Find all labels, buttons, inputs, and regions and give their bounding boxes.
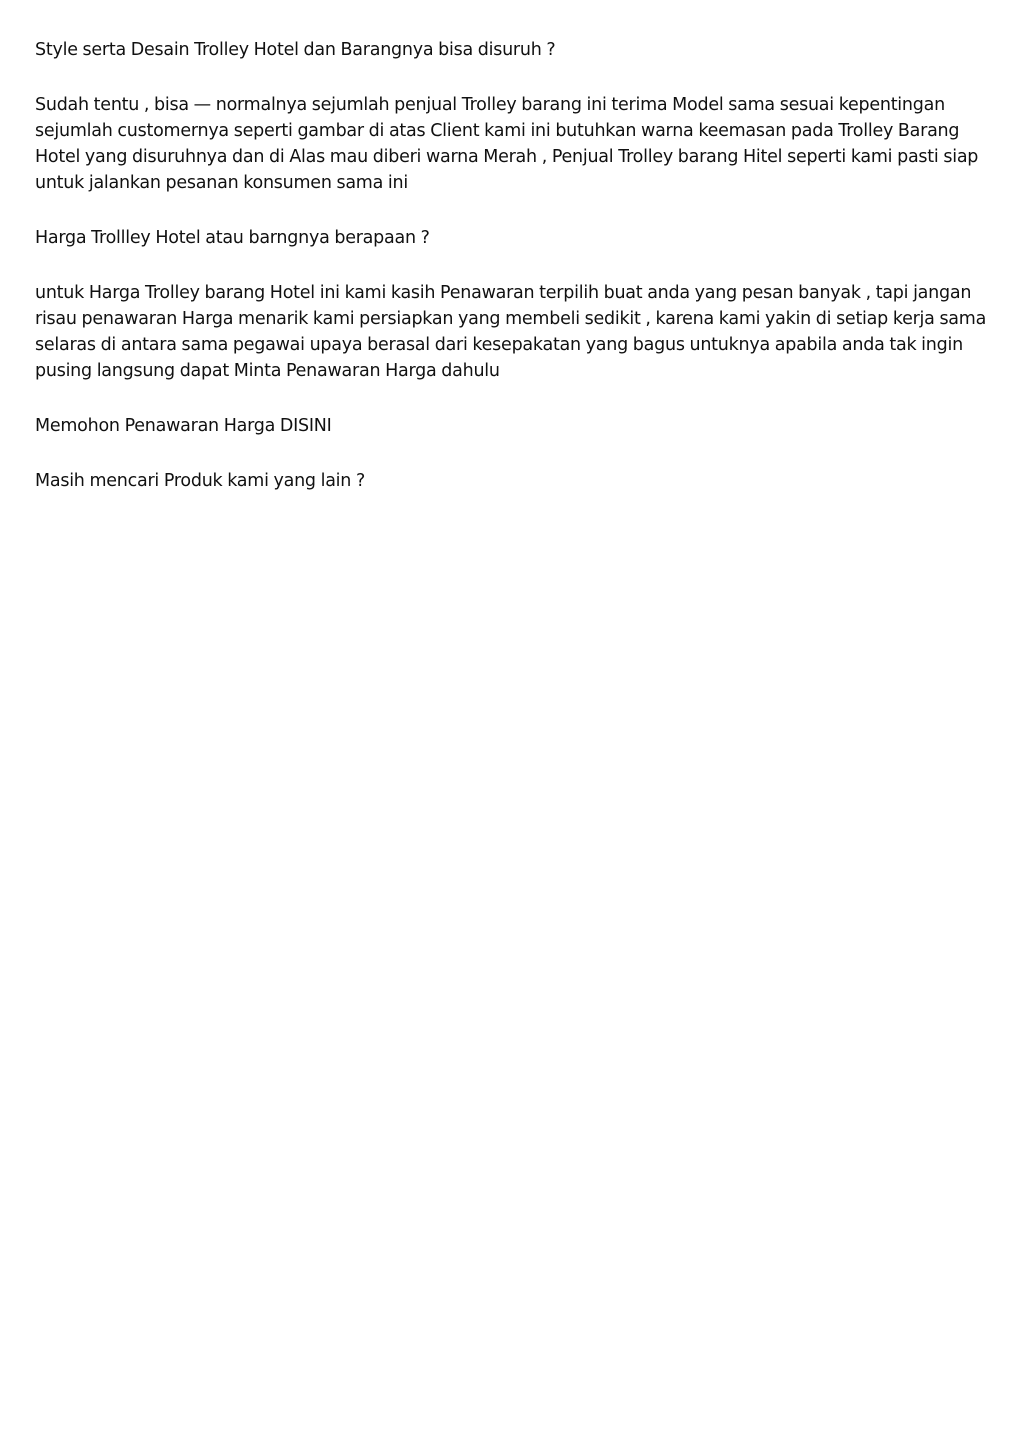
request-quote-text: Memohon Penawaran Harga DISINI	[35, 416, 332, 436]
other-products-text: Masih mencari Produk kami yang lain ?	[35, 471, 365, 491]
question-price: Harga Trollley Hotel atau barngnya berapaan ?	[35, 228, 430, 248]
document-page	[35, 37, 990, 520]
answer-price: untuk Harga Trolley barang Hotel ini kami kasih Penawaran terpilih buat anda yang pesan banyak , tapi jangan risau penawaran Harga menarik kami persiapkan yang membeli sedikit , karena kami yakin di setiap kerja sama selaras di antara sama pegawai upaya berasal dari kesepakatan yang bagus untuknya apabila anda tak ingin pusing langsung dapat Minta Penawaran Harga dahulu	[35, 283, 987, 381]
question-design: Style serta Desain Trolley Hotel dan Barangnya bisa disuruh ?	[35, 40, 556, 60]
answer-design: Sudah tentu , bisa — normalnya sejumlah penjual Trolley barang ini terima Model sama sesuai kepentingan sejumlah customernya seperti gambar di atas Client kami ini butuhkan warna keemasan pada Trolley Barang Hotel yang disuruhnya dan di Alas mau diberi warna Merah , Penjual Trolley barang Hitel seperti kami pasti siap untuk jalankan pesanan konsumen sama ini	[35, 95, 979, 193]
